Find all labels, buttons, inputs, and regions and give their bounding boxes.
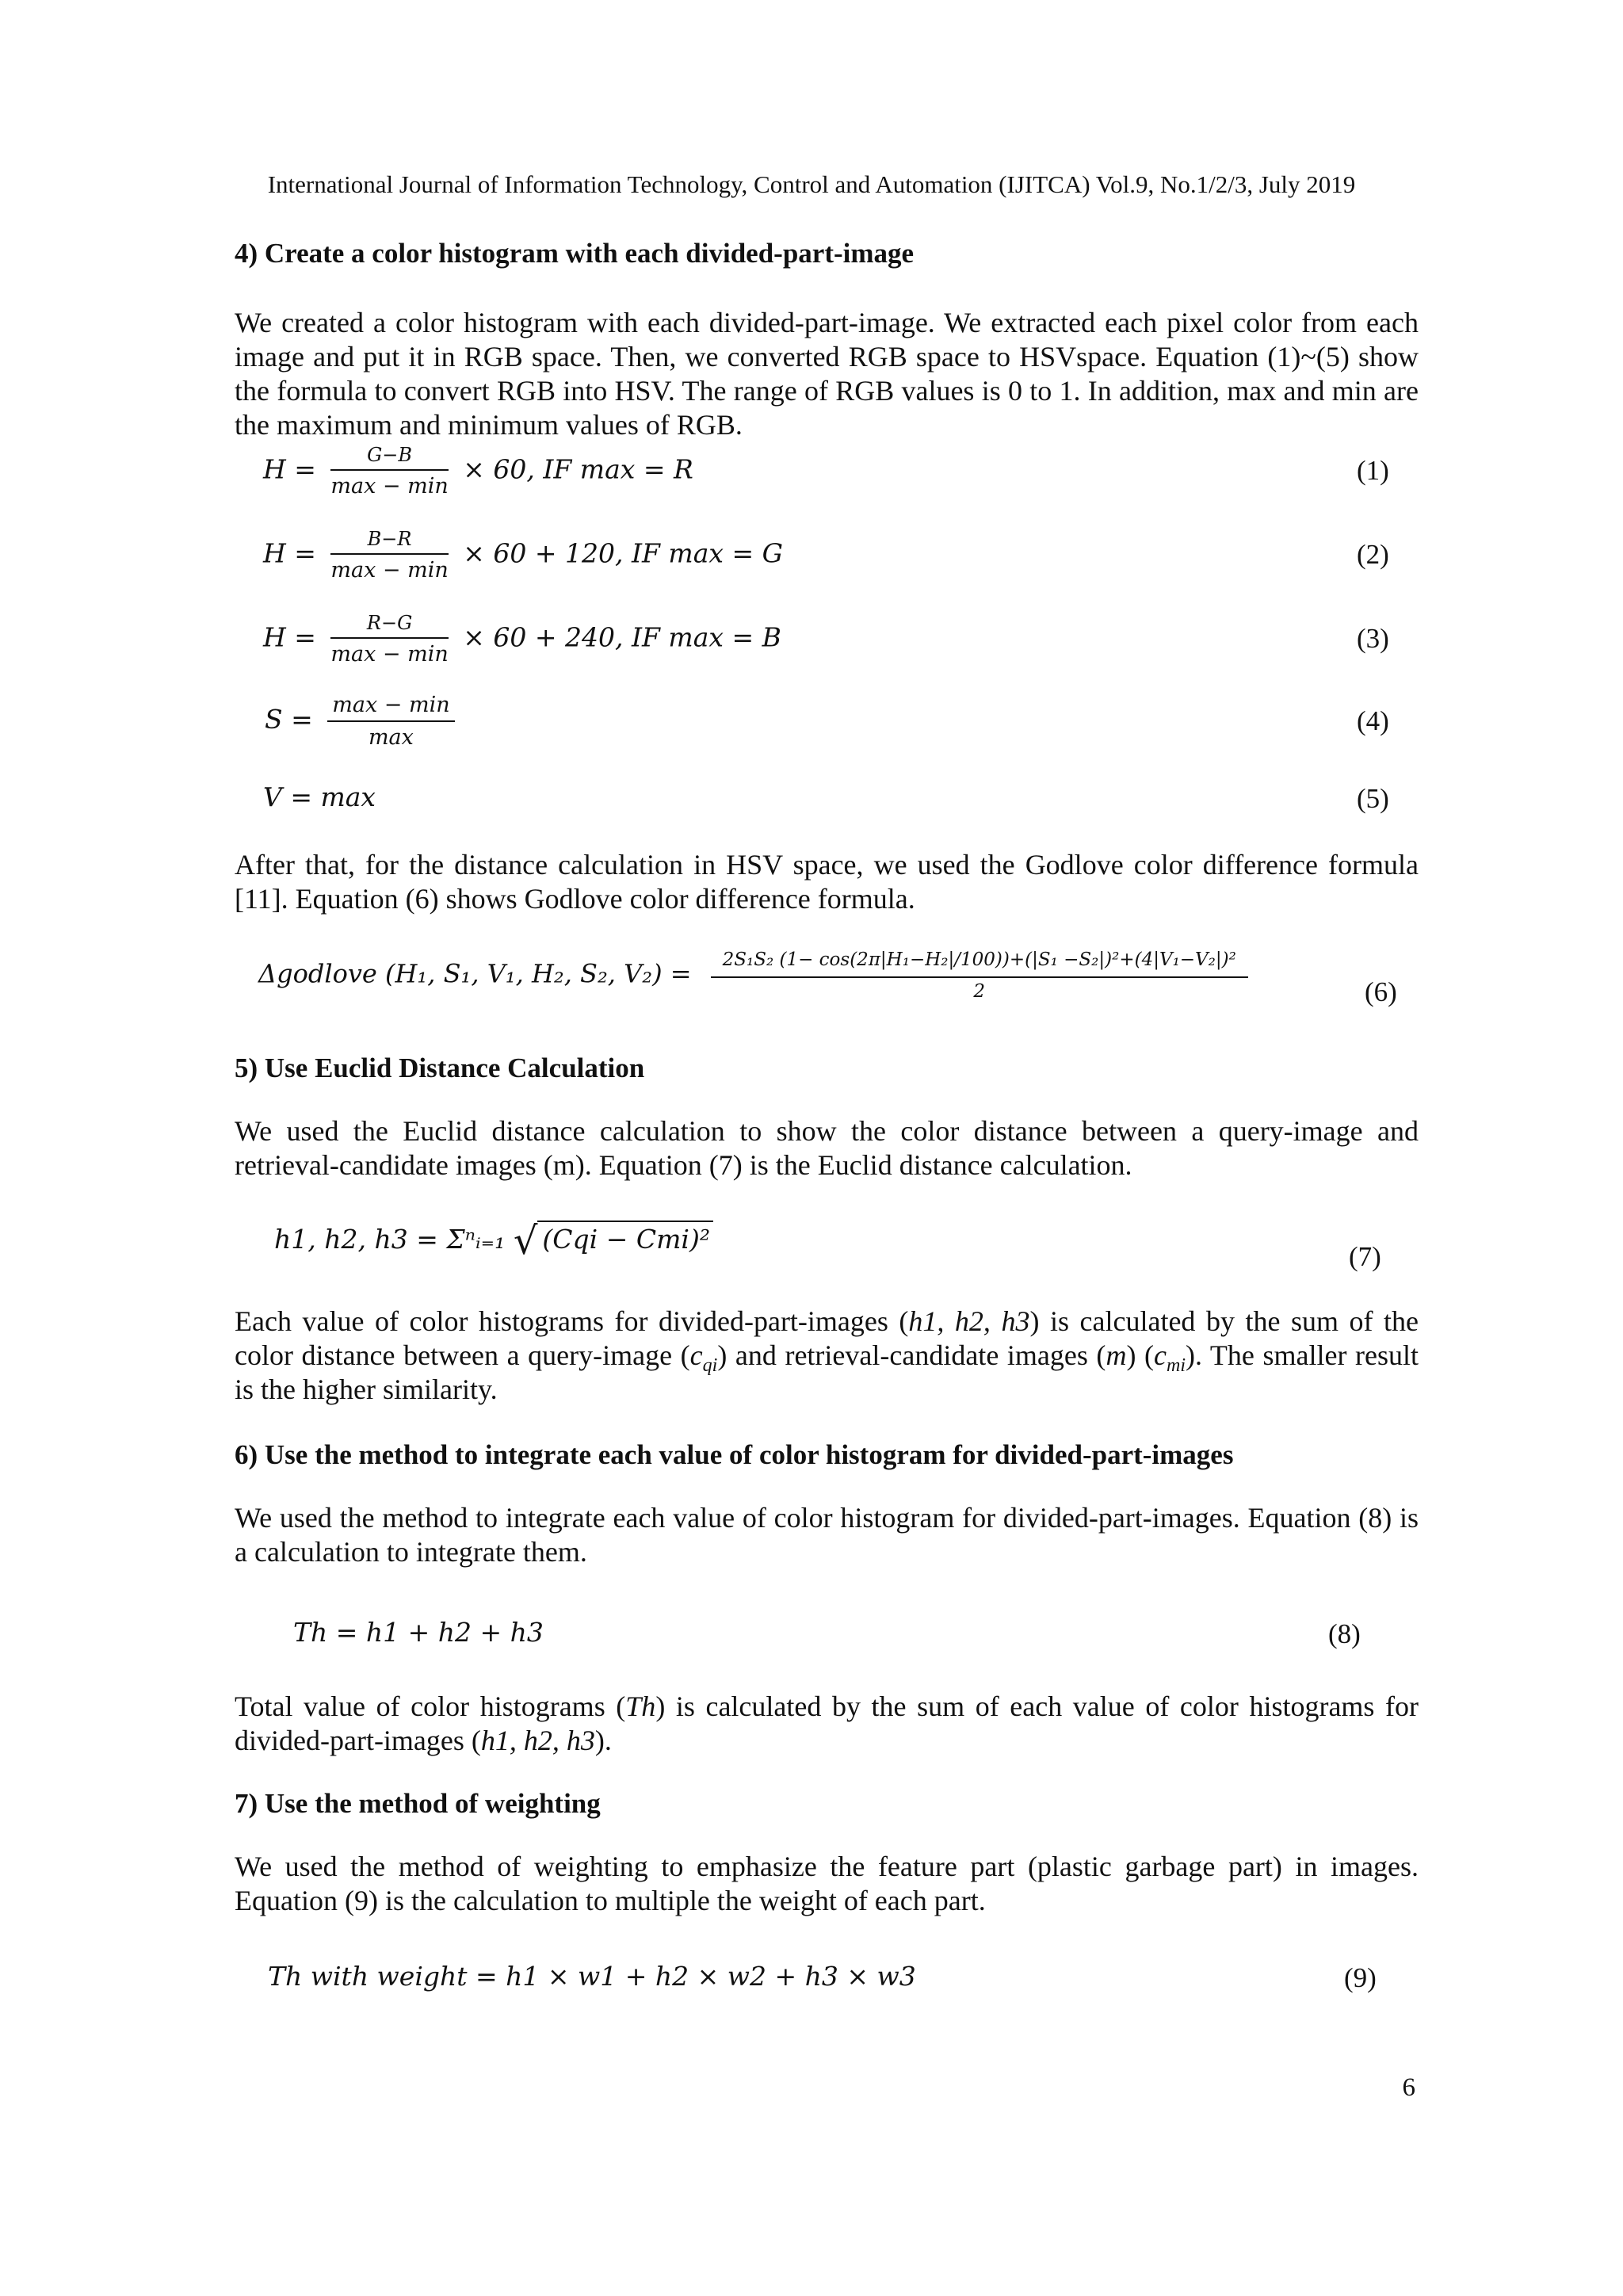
eq4-numerator: max − min bbox=[327, 693, 454, 722]
eq2-lhs: H = bbox=[263, 537, 316, 569]
section-6-paragraph: We used the method to integrate each value of color histogram for divided-part-images. Equation (8) is a calculation to integrate them. bbox=[235, 1502, 1419, 1568]
eq1-fraction bbox=[330, 444, 448, 499]
equation-7-number: (7) bbox=[1349, 1241, 1381, 1272]
page-number: 6 bbox=[1402, 2073, 1415, 2102]
sqrt-sign-icon: √ bbox=[513, 1219, 538, 1263]
equation-5-number: (5) bbox=[1357, 783, 1389, 814]
s6p2-text-1: Total value of color histograms ( bbox=[235, 1690, 626, 1722]
equation-3-number: (3) bbox=[1357, 623, 1389, 654]
s5p2-sub-4: mi bbox=[1167, 1355, 1186, 1377]
eq2-fraction bbox=[330, 528, 448, 583]
equation-8-number: (8) bbox=[1328, 1618, 1361, 1649]
eq1-rhs: × 60, IF max = R bbox=[463, 453, 693, 485]
eq6-denominator: 2 bbox=[973, 981, 986, 1002]
s6p2-text-2: ) is calculated by the sum of each value of color histograms for divided-part-images ( bbox=[235, 1690, 1419, 1756]
section-5-heading: 5) Use Euclid Distance Calculation bbox=[235, 1052, 645, 1083]
eq1-lhs: H = bbox=[263, 453, 316, 485]
equation-1-number: (1) bbox=[1357, 455, 1389, 486]
eq2-numerator: B−R bbox=[330, 528, 448, 555]
s6p2-italic-1: Th bbox=[625, 1690, 656, 1722]
section-7-heading: 7) Use the method of weighting bbox=[235, 1788, 601, 1819]
equation-5: V = max bbox=[263, 781, 376, 812]
s5p2-italic-4: c bbox=[1154, 1339, 1167, 1371]
eq3-rhs: × 60 + 240, IF max = B bbox=[463, 621, 781, 653]
equation-4 bbox=[265, 693, 1422, 764]
equation-3 bbox=[263, 612, 1420, 683]
s5p2-text-2: ) is calculated by the sum of the color distance between a query-image ( bbox=[235, 1305, 1419, 1371]
s5p2-sub-2: qi bbox=[702, 1355, 718, 1377]
s5p2-text-4: ) ( bbox=[1126, 1339, 1155, 1371]
godlove-paragraph: After that, for the distance calculation in HSV space, we used the Godlove color difference formula [11]. Equation (6) shows Godlove color difference formula. bbox=[235, 849, 1419, 915]
s5p2-italic-1: h1, h2, h3 bbox=[908, 1305, 1030, 1337]
section-6-heading: 6) Use the method to integrate each value of color histogram for divided-part-images bbox=[235, 1439, 1234, 1470]
eq1-denominator: max − min bbox=[330, 474, 449, 499]
section-4-heading: 4) Create a color histogram with each divided-part-image bbox=[235, 238, 915, 269]
eq3-denominator: max − min bbox=[330, 642, 449, 667]
eq4-denominator: max bbox=[368, 725, 414, 750]
equation-9: Th with weight = h1 × w1 + h2 × w2 + h3 × w3 bbox=[268, 1961, 916, 1992]
s5p2-text-5: ). The smaller result is the higher similarity. bbox=[235, 1339, 1419, 1405]
section-4-paragraph: We created a color histogram with each divided-part-image. We extracted each pixel color from each image and put it in RGB space. Then, we converted RGB space to HSVspace. Equation (1)~(5) show the formula to convert RGB into HSV. The range of RGB values is 0 to 1. In addition, max and min are the maximum and minimum values of RGB. bbox=[235, 307, 1419, 441]
s6p2-italic-2: h1, h2, h3 bbox=[480, 1725, 595, 1756]
eq4-fraction bbox=[327, 693, 454, 750]
eq6-lhs: Δgodlove (H₁, S₁, V₁, H₂, S₂, V₂) = bbox=[258, 958, 692, 989]
section-5-paragraph-2 bbox=[235, 1305, 1419, 1407]
eq6-fraction bbox=[711, 949, 1248, 1002]
equation-8: Th = h1 + h2 + h3 bbox=[293, 1617, 544, 1648]
equation-6-number: (6) bbox=[1365, 976, 1397, 1007]
equation-6 bbox=[258, 949, 1368, 1021]
eq3-fraction bbox=[330, 612, 448, 667]
equation-2-number: (2) bbox=[1357, 539, 1389, 570]
eq7-lhs: h1, h2, h3 = Σⁿᵢ₌₁ bbox=[274, 1224, 506, 1255]
eq4-lhs: S = bbox=[265, 704, 313, 735]
eq7-radicand: (Cqi − Cmi)² bbox=[537, 1221, 713, 1255]
equation-9-number: (9) bbox=[1344, 1962, 1377, 1993]
eq3-numerator: R−G bbox=[330, 612, 448, 639]
s5p2-text-3: ) and retrieval-candidate images ( bbox=[717, 1339, 1106, 1371]
eq1-numerator: G−B bbox=[330, 444, 448, 471]
eq3-lhs: H = bbox=[263, 621, 316, 653]
eq2-denominator: max − min bbox=[330, 558, 449, 583]
s5p2-italic-2: c bbox=[689, 1339, 703, 1371]
s5p2-text-1: Each value of color histograms for divided-part-images ( bbox=[235, 1305, 909, 1337]
eq6-numerator: 2S₁S₂ (1− cos(2π|H₁−H₂|/100))+(|S₁ −S₂|)²+(4|V₁−V₂|)² bbox=[711, 949, 1248, 978]
section-7-paragraph: We used the method of weighting to emphasize the feature part (plastic garbage part) in images. Equation (9) is the calculation to multiple the weight of each part. bbox=[235, 1851, 1419, 1916]
s5p2-italic-3: m bbox=[1106, 1339, 1127, 1371]
eq2-rhs: × 60 + 120, IF max = G bbox=[463, 537, 783, 569]
equation-2 bbox=[263, 528, 1420, 599]
eq7-sqrt bbox=[514, 1219, 713, 1263]
running-header: International Journal of Information Technology, Control and Automation (IJITCA) Vol.9, No.1/2/3, July 2019 bbox=[267, 170, 1356, 198]
equation-7 bbox=[274, 1219, 1225, 1290]
section-5-paragraph: We used the Euclid distance calculation to show the color distance between a query-image and retrieval-candidate images (m). Equation (7) is the Euclid distance calculation. bbox=[235, 1115, 1419, 1181]
section-6-paragraph-2 bbox=[235, 1690, 1419, 1758]
equation-1 bbox=[263, 444, 1420, 515]
s6p2-text-3: ). bbox=[594, 1725, 612, 1756]
equation-4-number: (4) bbox=[1357, 705, 1389, 736]
